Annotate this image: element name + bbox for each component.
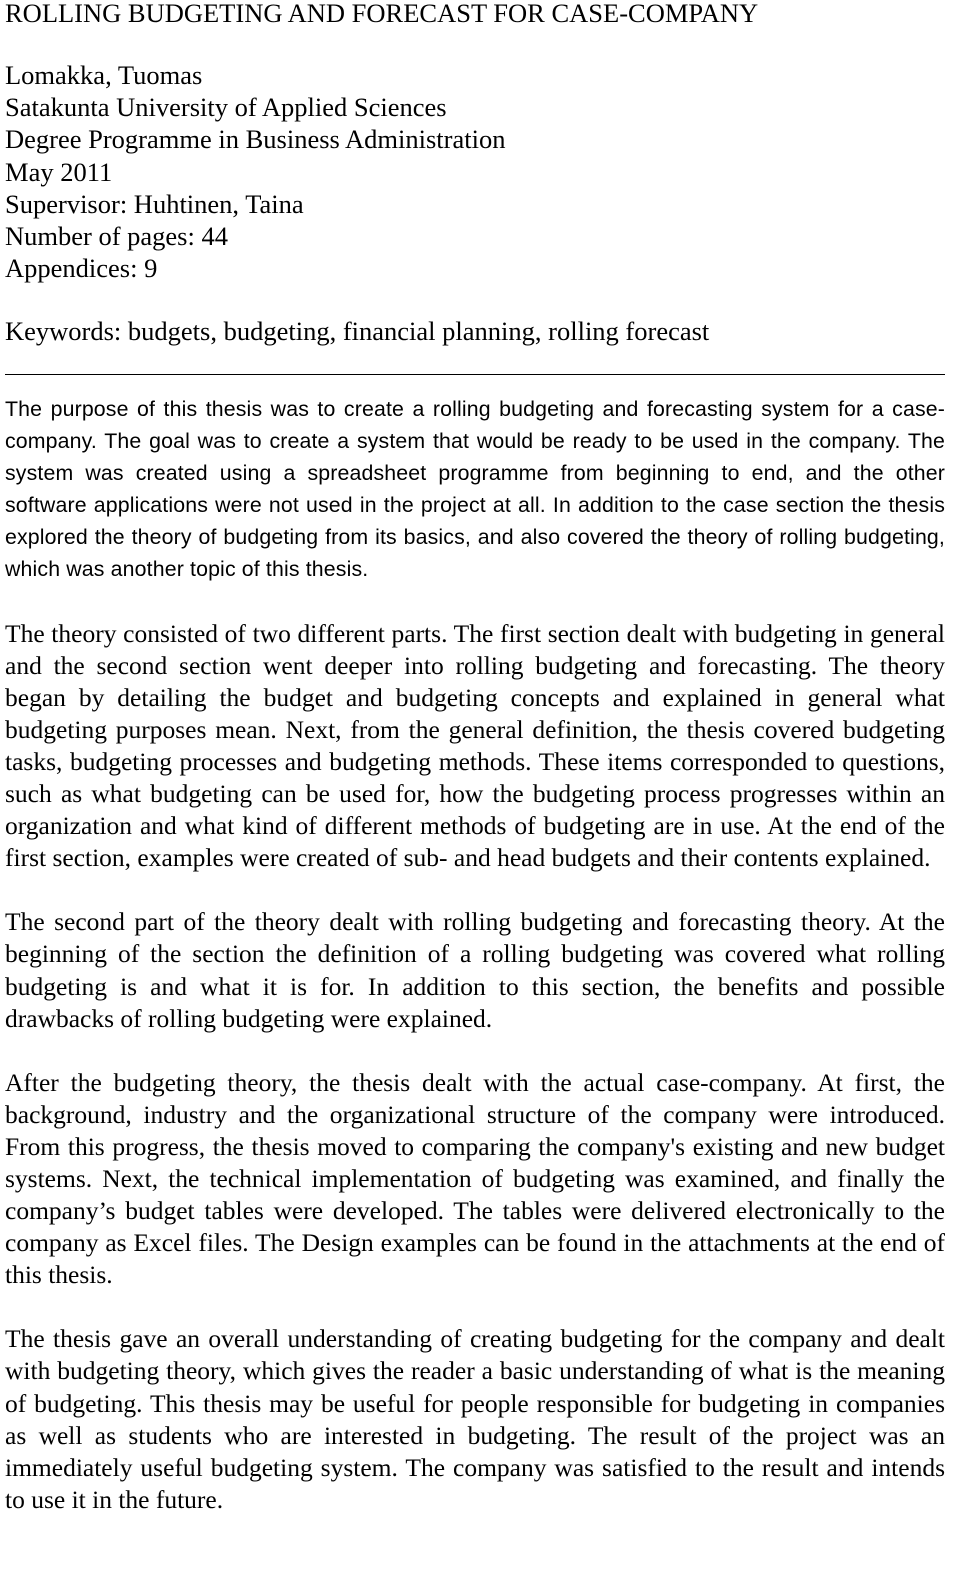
- keywords: Keywords: budgets, budgeting, financial planning, rolling forecast: [5, 316, 710, 346]
- institution: Satakunta University of Applied Sciences: [5, 92, 447, 123]
- document-title: ROLLING BUDGETING AND FORECAST FOR CASE-COMPANY: [5, 0, 759, 28]
- abstract-paragraph-4: After the budgeting theory, the thesis dealt with the actual case-company. At first, the background, industry and the organizational structure of the company were introduced. From this progress, the thesis moved to comparing the company's existing and new budget systems. Next, the technical implementation of budgeting was examined, and finally the company’s budget tables were developed. The tables were delivered electronically to the company as Excel files. The Design examples can be found in the attachments at the end of this thesis.: [5, 1067, 945, 1290]
- author: Lomakka, Tuomas: [5, 60, 203, 90]
- abstract-body: [5, 393, 945, 1548]
- metadata-block: [5, 59, 506, 284]
- supervisor: Supervisor: Huhtinen, Taina: [5, 188, 304, 219]
- page-count: Number of pages: 44: [5, 221, 228, 252]
- abstract-paragraph-5: The thesis gave an overall understanding of creating budgeting for the company and dealt with budgeting theory, which gives the reader a basic understanding of what is the meaning of budgeting. This thesis may be useful for people responsible for budgeting in companies as well as students who are interested in budgeting. The result of the project was an immediately useful budgeting system. The company was satisfied to the result and intends to use it in the future.: [5, 1324, 945, 1514]
- date: May 2011: [5, 156, 113, 187]
- abstract-paragraph-3: The second part of the theory dealt with rolling budgeting and forecasting theory. At the beginning of the section the definition of a rolling budgeting was covered what rolling budgeting is and what it is for. In addition to this section, the benefits and possible drawbacks of rolling budgeting were explained.: [5, 907, 945, 1033]
- separator-line: [5, 374, 945, 375]
- abstract-paragraph-1: The purpose of this thesis was to create a rolling budgeting and forecasting system for a case-company. The goal was to create a system that would be ready to be used in the company. The system was created using a spreadsheet programme from beginning to end, and the other software applications were not used in the project at all. In addition to the case section the thesis explored the theory of budgeting from its basics, and also covered the theory of rolling budgeting, which was another topic of this thesis.: [5, 397, 945, 582]
- degree-programme: Degree Programme in Business Administration: [5, 124, 506, 155]
- appendices-count: Appendices: 9: [5, 253, 158, 284]
- abstract-paragraph-2: The theory consisted of two different parts. The first section dealt with budgeting in general and the second section went deeper into rolling budgeting and forecasting. The theory began by detailing the budget and budgeting concepts and explained in general what budgeting purposes mean. Next, from the general definition, the thesis covered budgeting tasks, budgeting processes and budgeting methods. These items corresponded to questions, such as what budgeting can be used for, how the budgeting process progresses within an organization and what kind of different methods of budgeting are in use. At the end of the first section, examples were created of sub- and head budgets and their contents explained.: [5, 618, 945, 873]
